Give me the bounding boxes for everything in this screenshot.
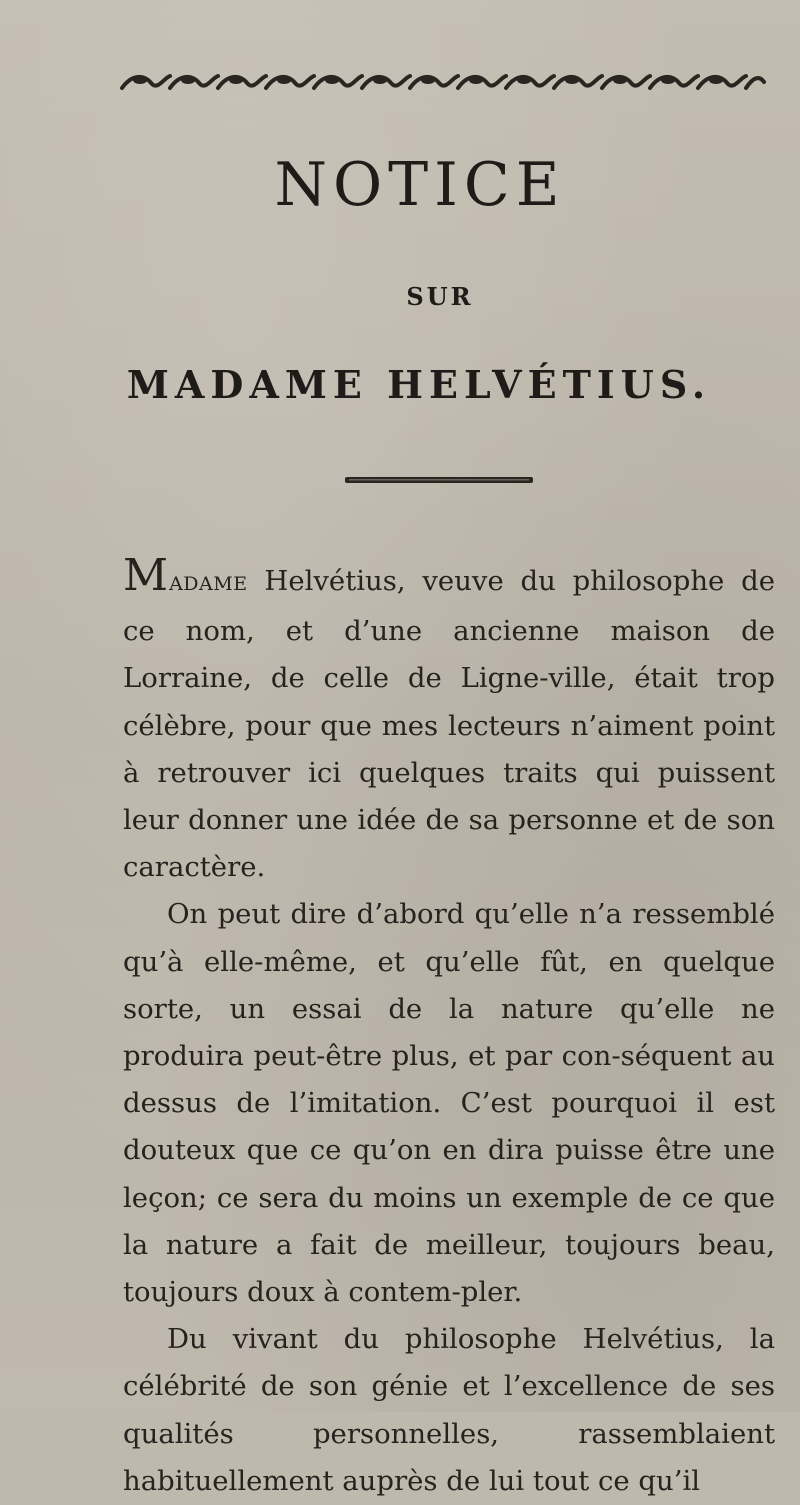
ornamental-border — [118, 68, 768, 96]
paragraph-2: On peut dire d’abord qu’elle n’a ressemblé qu’à elle-même, et qu’elle fût, en quelque sorte, un essai de la nature qu’elle ne produira peut-être plus, et par con-séquent au dessus de l’imitation. C’est pourquoi il est douteux que ce qu’on en dira puisse être une leçon; ce sera du moins un exemple de ce que la nature a fait de meilleur, toujours beau, toujours doux à contem-pler. — [123, 898, 775, 1309]
page-title: NOTICE — [274, 150, 566, 220]
lead-word: ADAME — [169, 573, 248, 595]
section-divider — [345, 476, 533, 484]
notice-body — [123, 550, 775, 1505]
paragraph-1-text: Helvétius, veuve du philosophe de ce nom, et d’une ancienne maison de Lorraine, de celle de Ligne-ville, était trop célèbre, pour que mes lecteurs n’aiment point à retrouver ici quelques traits qui puissent leur donner une idée de sa personne et de son caractère. — [123, 565, 775, 884]
paragraph-3: Du vivant du philosophe Helvétius, la célébrité de son génie et l’excellence de ses qualités personnelles, rassemblaient habituellement auprès de lui tout ce qu’il — [123, 1323, 775, 1497]
page-subtitle: MADAME HELVÉTIUS. — [126, 362, 712, 407]
drop-letter: M — [123, 550, 170, 601]
paragraph-1 — [123, 550, 775, 891]
title-preposition: SUR — [406, 282, 474, 311]
